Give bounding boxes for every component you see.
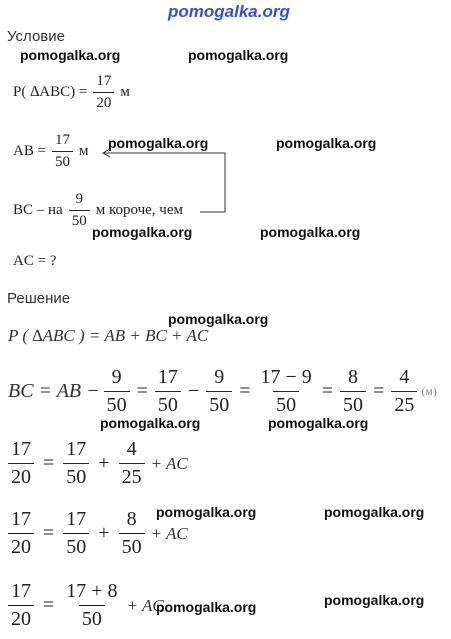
- denominator: 20: [8, 533, 34, 559]
- watermark: pomogalka.org: [108, 135, 209, 151]
- equation-line-5: [8, 580, 164, 631]
- fraction: [391, 366, 417, 417]
- numerator: 9: [75, 191, 83, 207]
- tail-term: + AC: [150, 453, 188, 473]
- numerator: 17: [11, 580, 31, 602]
- bc-fraction: [69, 191, 90, 230]
- watermark: pomogalka.org: [324, 592, 425, 608]
- fraction: [8, 438, 34, 489]
- unit: м: [79, 143, 89, 159]
- watermark: pomogalka.org: [276, 135, 377, 151]
- bc-suffix: м короче, чем: [95, 202, 183, 218]
- equals-sign: =: [43, 452, 55, 474]
- denominator: 20: [93, 92, 114, 112]
- site-title[interactable]: pomogalka.org: [168, 2, 290, 21]
- denominator: 20: [8, 463, 34, 489]
- fraction: [104, 366, 130, 417]
- numerator: 17 − 9: [260, 366, 312, 388]
- fraction: [257, 366, 314, 417]
- denominator: 50: [69, 210, 90, 230]
- numerator: 4: [126, 438, 137, 460]
- tail-term: + AC: [126, 595, 164, 615]
- bc-computation: [8, 366, 437, 417]
- numerator: 17: [11, 508, 31, 530]
- denominator: 50: [79, 605, 105, 631]
- watermark: pomogalka.org: [268, 415, 369, 431]
- watermark: pomogalka.org: [260, 224, 361, 240]
- denominator: 50: [63, 463, 89, 489]
- equals-sign: =: [43, 522, 55, 544]
- watermark: pomogalka.org: [100, 415, 201, 431]
- minus-sign: −: [187, 380, 200, 402]
- equation-line-4: [8, 508, 188, 559]
- numerator: 17: [66, 508, 87, 530]
- watermark: pomogalka.org: [188, 47, 289, 63]
- denominator: 50: [206, 391, 232, 417]
- fraction: [119, 508, 145, 559]
- perimeter-prefix: P( ∆ABC) =: [13, 84, 88, 100]
- equals-sign: =: [239, 380, 251, 402]
- equals-sign: =: [136, 380, 148, 402]
- fraction: [63, 508, 89, 559]
- equals-sign: =: [321, 380, 334, 402]
- perimeter-formula: P ( ∆ABC ) = AB + BC + AC: [8, 326, 209, 345]
- unit: (м): [421, 384, 437, 398]
- ac-question: AC = ?: [13, 253, 57, 269]
- fraction: [8, 508, 34, 559]
- plus-sign: +: [98, 522, 110, 544]
- denominator: 50: [63, 533, 89, 559]
- fraction: [206, 366, 232, 417]
- plus-sign: +: [98, 452, 110, 474]
- bc-formula-prefix: BC = AB −: [8, 380, 100, 402]
- denominator: 50: [273, 391, 299, 417]
- denominator: 50: [119, 533, 145, 559]
- watermark: pomogalka.org: [20, 47, 121, 63]
- fraction: [8, 580, 34, 631]
- equation-line-3: [8, 438, 188, 489]
- condition-heading: Условие: [7, 28, 65, 45]
- numerator: 9: [111, 366, 122, 388]
- numerator: 17 + 8: [66, 580, 118, 602]
- watermark: pomogalka.org: [156, 599, 257, 615]
- fraction: [155, 366, 181, 417]
- numerator: 17: [157, 366, 178, 388]
- numerator: 17: [96, 73, 112, 89]
- unit: м: [120, 84, 130, 100]
- bc-prefix: BC – на: [13, 202, 63, 218]
- denominator: 50: [52, 151, 73, 171]
- fraction: [63, 580, 120, 631]
- fraction: [63, 438, 89, 489]
- denominator: 50: [155, 391, 181, 417]
- equals-sign: =: [373, 380, 385, 402]
- watermark: pomogalka.org: [324, 504, 425, 520]
- watermark: pomogalka.org: [156, 504, 257, 520]
- numerator: 17: [55, 132, 71, 148]
- denominator: 25: [119, 463, 145, 489]
- tail-term: + AC: [150, 523, 188, 543]
- solution-heading: Решение: [7, 290, 71, 307]
- equals-sign: =: [43, 594, 55, 616]
- numerator: 4: [399, 366, 410, 388]
- numerator: 17: [66, 438, 87, 460]
- numerator: 8: [126, 508, 137, 530]
- numerator: 8: [348, 366, 359, 388]
- denominator: 50: [340, 391, 366, 417]
- ab-prefix: AB =: [13, 143, 47, 159]
- denominator: 50: [104, 391, 130, 417]
- denominator: 25: [391, 391, 417, 417]
- fraction: [340, 366, 366, 417]
- numerator: 9: [214, 366, 225, 388]
- watermark: pomogalka.org: [168, 311, 269, 327]
- denominator: 20: [8, 605, 34, 631]
- numerator: 17: [11, 438, 31, 460]
- fraction: [119, 438, 145, 489]
- watermark: pomogalka.org: [92, 224, 193, 240]
